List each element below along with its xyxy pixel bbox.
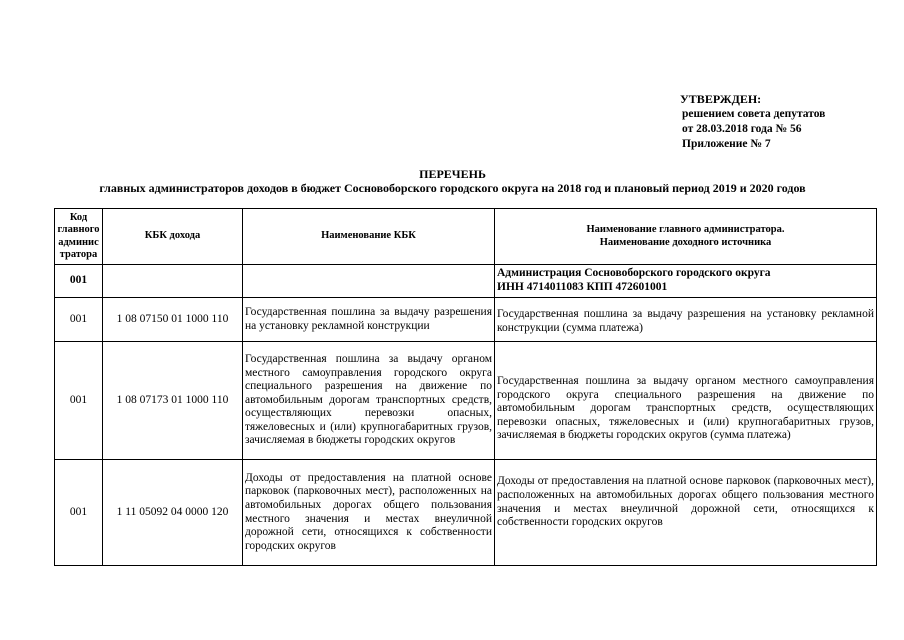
table-row (55, 342, 877, 460)
row-source: Государственная пошлина за выдачу разрешения на установку рекламной конструкции (сумма платежа) (495, 298, 877, 342)
row-kbk: 1 08 07150 01 1000 110 (103, 298, 243, 342)
admin-name-line1: Администрация Сосновоборского городского округа (497, 267, 771, 280)
header-admin-name (495, 209, 877, 265)
row-kbk: 1 08 07173 01 1000 110 (103, 342, 243, 460)
table-row (55, 460, 877, 566)
administrators-table (54, 208, 877, 566)
row-kbk-name: Государственная пошлина за выдачу разрешения на установку рекламной конструкции (243, 298, 495, 342)
row-source: Государственная пошлина за выдачу органом местного самоуправления городского округа специального разрешения на движение по автомобильным дорогам транспортных средств, осуществляющих перевозки опасных, тяжеловесных и (или) крупногабаритных грузов, зачисляемая в бюджеты городских округов (сумма платежа) (495, 342, 877, 460)
admin-inn-kpp: ИНН 4714011083 КПП 472601001 (497, 281, 668, 293)
row-kbk: 1 11 05092 04 0000 120 (103, 460, 243, 566)
header-admin-name-line1: Наименование главного администратора. (586, 224, 785, 235)
table-header-row (55, 209, 877, 265)
admin-row (55, 265, 877, 298)
header-kbk: КБК дохода (103, 209, 243, 265)
row-kbk-name: Государственная пошлина за выдачу органом местного самоуправления городского округа специального разрешения на движение по автомобильным дорогам транспортных средств, осуществляющих перевозки опасных, тяжеловесных и (или) крупногабаритных грузов, зачисляемая в бюджеты городских округов (243, 342, 495, 460)
header-kbk-name: Наименование КБК (243, 209, 495, 265)
approval-block (680, 92, 895, 152)
approval-decision: решением совета депутатов (682, 108, 826, 120)
document-title (40, 167, 865, 195)
approval-date: от 28.03.2018 года № 56 (682, 123, 802, 135)
row-code: 001 (55, 342, 103, 460)
row-code: 001 (55, 298, 103, 342)
admin-name (495, 265, 877, 298)
title-subheading: главных администраторов доходов в бюджет Сосновоборского городского округа на 2018 год и плановый период 2019 и 2020 годов (99, 181, 806, 195)
title-heading: ПЕРЕЧЕНЬ (419, 167, 486, 181)
row-source: Доходы от предоставления на платной основе парковок (парковочных мест), расположенных на автомобильных дорогах общего пользования местного значения и местах внеуличной дорожной сети, относящихся к собственности городских округов (495, 460, 877, 566)
approval-appendix: Приложение № 7 (682, 138, 771, 150)
row-kbk-name: Доходы от предоставления на платной основе парковок (парковочных мест), расположенных на автомобильных дорогах общего пользования местного значения и местах внеуличной дорожной сети, относящихся к собственности городских округов (243, 460, 495, 566)
header-code: Код главного админис тратора (55, 209, 103, 265)
header-admin-name-line2: Наименование доходного источника (599, 236, 772, 248)
approval-heading: УТВЕРЖДЕН: (680, 92, 762, 106)
admin-kbk-name-empty (243, 265, 495, 298)
admin-code: 001 (55, 265, 103, 298)
row-code: 001 (55, 460, 103, 566)
table-row (55, 298, 877, 342)
admin-kbk-empty (103, 265, 243, 298)
